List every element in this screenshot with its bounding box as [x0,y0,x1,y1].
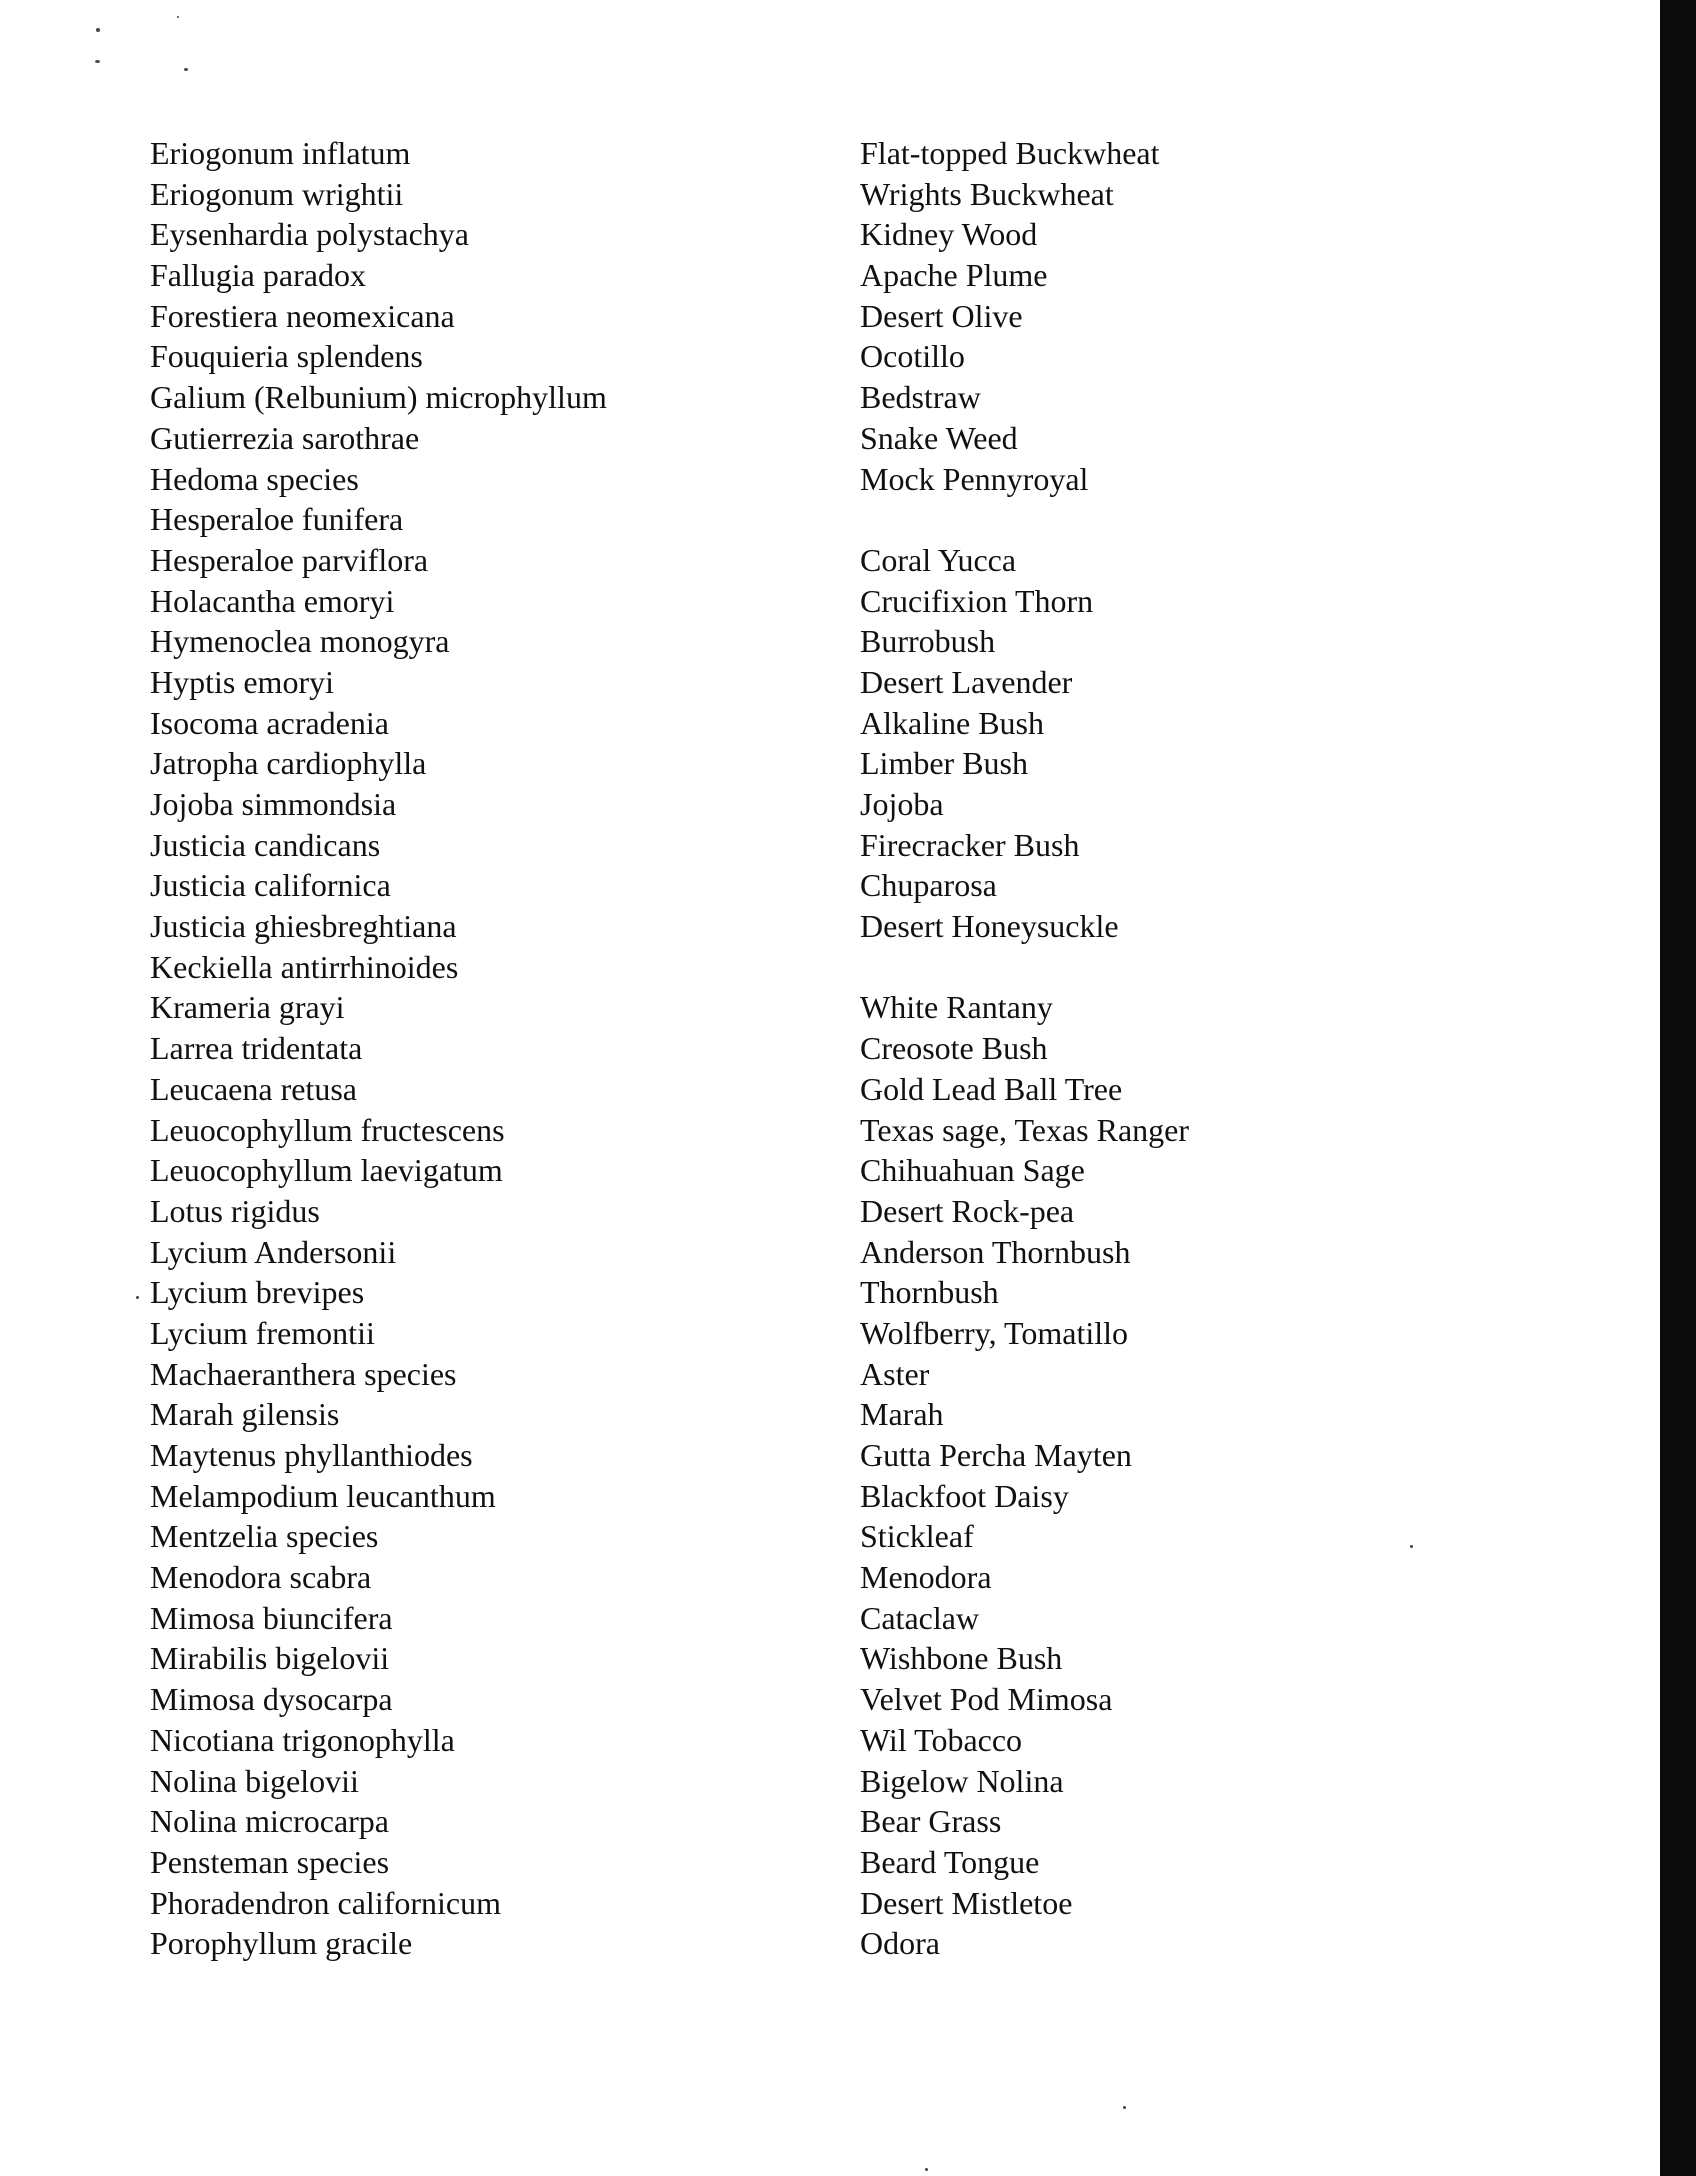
scientific-name: Jojoba simmondsia [150,786,397,822]
plant-row [150,459,1270,500]
scientific-name: Mentzelia species [150,1518,379,1555]
plant-row [150,581,1270,622]
plant-row [150,1923,1270,1964]
scientific-name: Mimosa dysocarpa [150,1681,393,1718]
plant-row [150,865,1270,906]
scientific-name: Krameria grayi [150,989,345,1026]
common-name: Coral Yucca [860,541,1017,578]
plant-row [150,1883,1270,1924]
common-name: Limber Bush [860,745,1028,782]
plant-row [150,662,1270,703]
common-name: Desert Mistletoe [860,1884,1073,1921]
scientific-name: Lycium brevipes [150,1274,365,1311]
scientific-name: Gutierrezia sarothrae [150,419,420,456]
scientific-name: Justicia californica [150,867,391,904]
plant-row [150,296,1270,337]
scan-speck [1410,1545,1413,1548]
common-name: Kidney Wood [860,216,1038,253]
plant-row [150,1801,1270,1842]
plant-row [150,255,1270,296]
common-name: Apache Plume [860,257,1048,294]
common-name: Anderson Thornbush [860,1233,1131,1270]
scan-speck [1123,2106,1126,2109]
plant-row [150,1720,1270,1761]
common-name: Marah [860,1396,944,1433]
plant-row [150,1476,1270,1517]
common-name: Wrights Buckwheat [860,175,1114,212]
plant-row [150,1354,1270,1395]
common-name: Flat-topped Buckwheat [860,135,1160,171]
plant-row [150,1110,1270,1151]
plant-row [150,1150,1270,1191]
plant-list [150,133,1270,1964]
scan-speck [925,2168,928,2171]
scientific-name: Jatropha cardiophylla [150,745,427,782]
plant-row [150,174,1270,215]
scan-edge [1660,0,1696,2176]
plant-row [150,1516,1270,1557]
plant-row [150,1761,1270,1802]
common-name: Texas sage, Texas Ranger [860,1111,1190,1148]
scientific-name: Isocoma acradenia [150,704,389,741]
common-name: Bedstraw [860,379,981,416]
common-name: Chuparosa [860,867,997,904]
common-name: Thornbush [860,1274,999,1311]
common-name: Jojoba [860,786,944,822]
plant-row [150,1069,1270,1110]
plant-row [150,947,1270,988]
scientific-name: Galium (Relbunium) microphyllum [150,379,607,416]
common-name: Bear Grass [860,1803,1002,1840]
common-name: Snake Weed [860,419,1018,456]
common-name: Ocotillo [860,338,965,375]
plant-row [150,825,1270,866]
scientific-name: Eriogonum inflatum [150,135,411,171]
common-name: Menodora [860,1559,992,1596]
scientific-name: Leuocophyllum fructescens [150,1111,505,1148]
common-name: Firecracker Bush [860,826,1080,863]
plant-row [150,987,1270,1028]
plant-row [150,540,1270,581]
common-name: Velvet Pod Mimosa [860,1681,1113,1718]
scientific-name: Justicia candicans [150,826,381,863]
scientific-name: Porophyllum gracile [150,1925,413,1962]
common-name: Stickleaf [860,1518,974,1555]
scan-speck [96,28,100,32]
scientific-name: Marah gilensis [150,1396,340,1433]
scan-speck [184,68,188,71]
common-name: Crucifixion Thorn [860,582,1094,619]
scientific-name: Nolina microcarpa [150,1803,389,1840]
scientific-name: Lotus rigidus [150,1192,320,1229]
scientific-name: Forestiera neomexicana [150,297,455,334]
common-name: Gutta Percha Mayten [860,1437,1132,1473]
common-name: Gold Lead Ball Tree [860,1070,1123,1107]
common-name: Wolfberry, Tomatillo [860,1314,1129,1351]
plant-row [150,418,1270,459]
plant-row [150,336,1270,377]
scientific-name: Holacantha emoryi [150,582,395,619]
common-name: Blackfoot Daisy [860,1477,1069,1514]
scan-speck [95,60,100,63]
plant-row [150,1232,1270,1273]
scientific-name: Hesperaloe parviflora [150,541,429,578]
scientific-name: Keckiella antirrhinoides [150,948,459,985]
common-name: Chihuahuan Sage [860,1152,1085,1189]
scientific-name: Fallugia paradox [150,257,366,294]
plant-row [150,1638,1270,1679]
scientific-name: Hedoma species [150,460,359,497]
scientific-name: Menodora scabra [150,1559,372,1596]
scientific-name: Leuocophyllum laevigatum [150,1152,503,1189]
scientific-name: Melampodium leucanthum [150,1477,496,1514]
scientific-name: Hymenoclea monogyra [150,623,450,660]
scientific-name: Leucaena retusa [150,1070,357,1107]
plant-row [150,1028,1270,1069]
plant-row [150,1842,1270,1883]
scientific-name: Nicotiana trigonophylla [150,1721,455,1758]
scientific-name: Lycium fremontii [150,1314,375,1351]
common-name: Cataclaw [860,1599,980,1636]
common-name: Wil Tobacco [860,1721,1023,1758]
common-name: Mock Pennyroyal [860,460,1089,497]
plant-row [150,703,1270,744]
scientific-name: Pensteman species [150,1843,390,1880]
scientific-name: Machaeranthera species [150,1355,457,1392]
common-name: Desert Honeysuckle [860,908,1119,945]
common-name: Desert Rock-pea [860,1192,1075,1229]
common-name [860,499,1270,540]
scientific-name: Mirabilis bigelovii [150,1640,390,1677]
scientific-name: Hesperaloe funifera [150,501,404,538]
scientific-name: Hyptis emoryi [150,663,334,700]
common-name: Beard Tongue [860,1843,1040,1880]
common-name [860,947,1270,988]
plant-row [150,743,1270,784]
plant-row [150,214,1270,255]
scientific-name: Eriogonum wrightii [150,175,404,212]
scan-speck [136,1296,139,1299]
scientific-name: Larrea tridentata [150,1030,363,1067]
plant-row [150,1557,1270,1598]
scientific-name: Fouquieria splendens [150,338,423,375]
plant-row [150,1272,1270,1313]
scientific-name: Maytenus phyllanthiodes [150,1437,473,1473]
plant-row [150,1435,1270,1476]
plant-row [150,1598,1270,1639]
plant-row [150,133,1270,174]
common-name: Odora [860,1925,940,1962]
plant-row [150,1191,1270,1232]
common-name: White Rantany [860,989,1053,1026]
plant-row [150,784,1270,825]
scan-speck [177,16,179,18]
scientific-name: Nolina bigelovii [150,1762,359,1799]
scientific-name: Mimosa biuncifera [150,1599,393,1636]
plant-row [150,499,1270,540]
plant-row [150,1394,1270,1435]
plant-row [150,1313,1270,1354]
common-name: Desert Olive [860,297,1023,334]
common-name: Aster [860,1355,930,1392]
scientific-name: Lycium Andersonii [150,1233,397,1270]
plant-row [150,621,1270,662]
plant-row [150,1679,1270,1720]
scientific-name: Eysenhardia polystachya [150,216,469,253]
common-name: Bigelow Nolina [860,1762,1064,1799]
common-name: Alkaline Bush [860,704,1044,741]
scientific-name: Phoradendron californicum [150,1884,501,1921]
plant-row [150,377,1270,418]
common-name: Desert Lavender [860,663,1073,700]
common-name: Creosote Bush [860,1030,1048,1067]
plant-row [150,906,1270,947]
common-name: Wishbone Bush [860,1640,1063,1677]
common-name: Burrobush [860,623,996,660]
scientific-name: Justicia ghiesbreghtiana [150,908,457,945]
